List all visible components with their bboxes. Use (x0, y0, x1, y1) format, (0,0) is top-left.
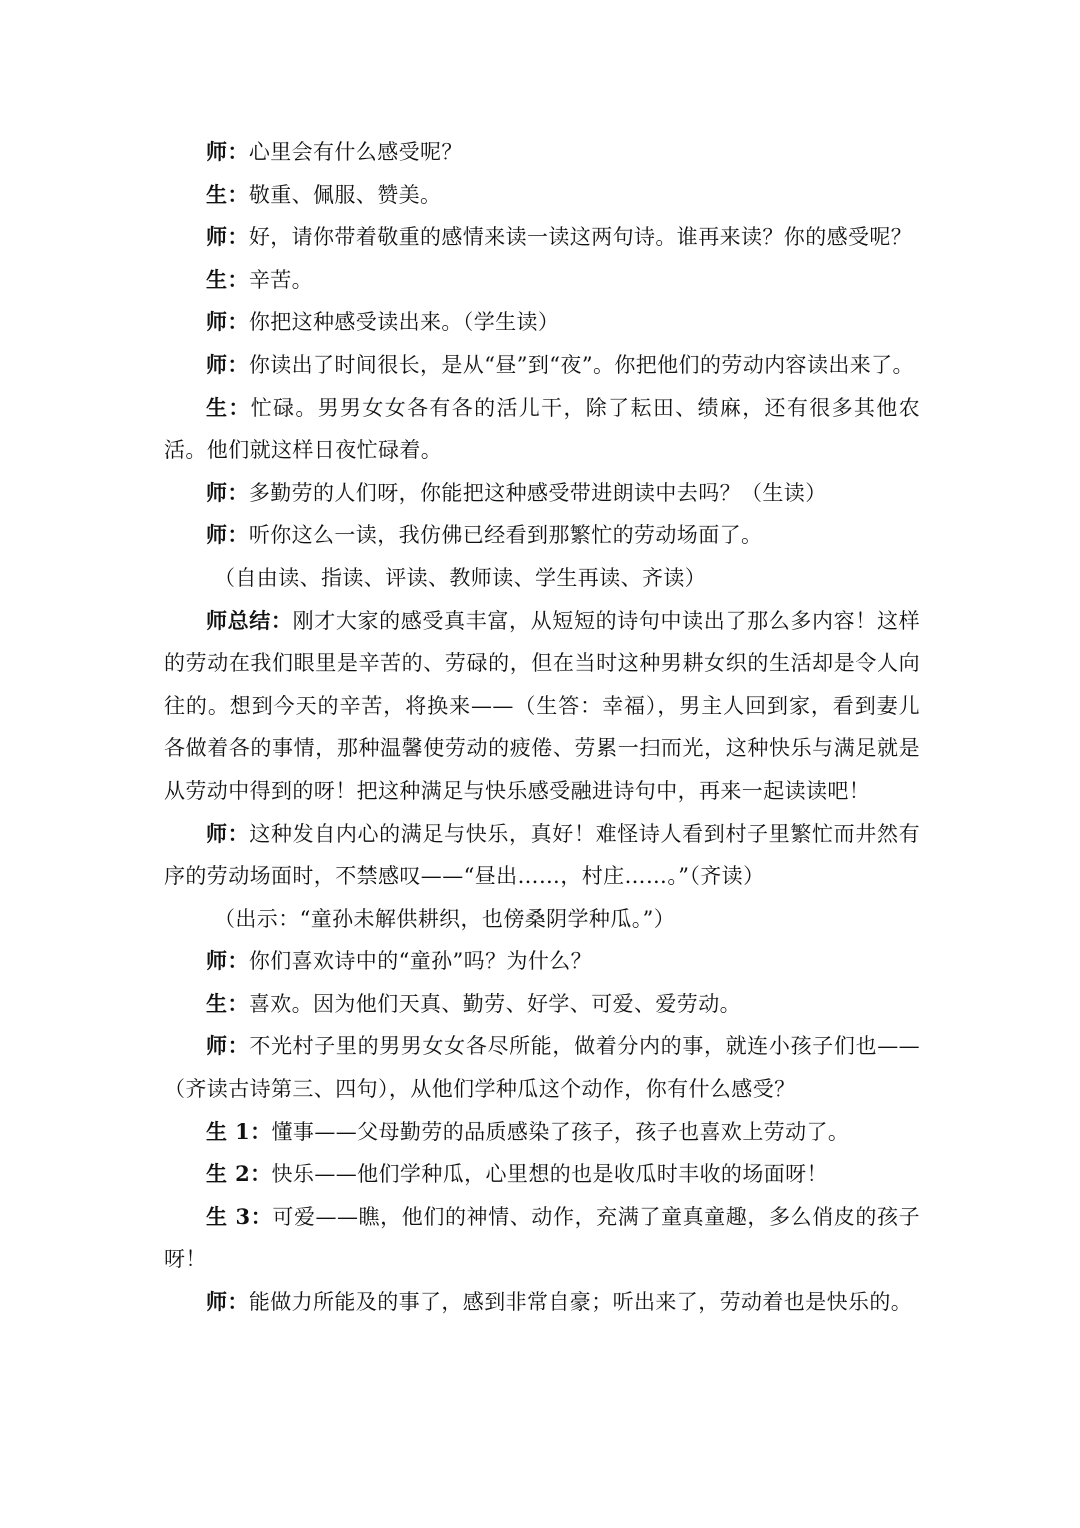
speaker-label: 生 1： (206, 1118, 272, 1144)
paragraph-text: 喜欢。因为他们天真、勤劳、好学、可爱、爱劳动。 (248, 991, 742, 1016)
paragraph-4 (164, 259, 920, 302)
stage-direction-2 (164, 898, 920, 941)
paragraph-text: 好，请你带着敬重的感情来读一读这两句诗。谁再来读？你的感受呢？ (248, 225, 913, 250)
speaker-label: 师： (206, 522, 249, 548)
paragraph-3 (164, 216, 920, 259)
speaker-label: 师： (206, 309, 249, 335)
paragraph-text: 听你这么一读，我仿佛已经看到那繁忙的劳动场面了。 (248, 523, 763, 548)
paragraph-text: 你们喜欢诗中的“童孙”吗？为什么？ (248, 949, 593, 974)
paragraph-11 (164, 600, 920, 813)
paragraph-2 (164, 174, 920, 217)
paragraph-text: 忙碌。男男女女各有各的活儿干，除了耘田、绩麻，还有很多其他农活。他们就这样日夜忙碌着。 (164, 395, 920, 463)
speaker-label: 师总结： (206, 607, 293, 633)
speaker-label: 师： (206, 139, 249, 164)
speaker-label: 生： (206, 181, 249, 207)
paragraph-5 (164, 301, 920, 344)
paragraph-9 (164, 514, 920, 557)
speaker-label: 生： (206, 266, 249, 292)
speaker-label: 师： (206, 1033, 250, 1059)
paragraph-18 (164, 1153, 920, 1196)
speaker-label: 生 2： (206, 1161, 272, 1187)
paragraph-15 (164, 983, 920, 1026)
stage-direction-1 (164, 557, 920, 600)
paragraph-14 (164, 940, 920, 983)
speaker-label: 生 3： (206, 1203, 273, 1229)
paragraph-19 (164, 1196, 920, 1281)
speaker-label: 师： (206, 479, 249, 505)
paragraph-12 (164, 813, 920, 898)
paragraph-7 (164, 387, 920, 472)
paragraph-text: 你把这种感受读出来。（学生读） (248, 310, 560, 335)
paragraph-20 (164, 1281, 920, 1324)
paragraph-17 (164, 1111, 920, 1154)
paragraph-text: 多勤劳的人们呀，你能把这种感受带进朗读中去吗？（生读） (248, 480, 827, 505)
paragraph-text: 可爱——瞧，他们的神情、动作，充满了童真童趣，多么俏皮的孩子呀！ (164, 1204, 921, 1272)
paragraph-text: 懂事——父母勤劳的品质感染了孩子，孩子也喜欢上劳动了。 (271, 1119, 850, 1144)
speaker-label: 师： (206, 948, 249, 974)
speaker-label: 生： (206, 394, 251, 420)
paragraph-text: 这种发自内心的满足与快乐，真好！难怪诗人看到村子里繁忙而井然有序的劳动场面时，不禁感叹——“昼出……，村庄……。”（齐读） (164, 821, 920, 889)
paragraph-text: 你读出了时间很长，是从“昼”到“夜”。你把他们的劳动内容读出来了。 (248, 352, 914, 377)
speaker-label: 生： (206, 990, 249, 1016)
paragraph-text: 敬重、佩服、赞美。 (248, 182, 442, 207)
speaker-label: 师： (206, 820, 250, 846)
paragraph-text: 刚才大家的感受真丰富，从短短的诗句中读出了那么多内容！这样的劳动在我们眼里是辛苦的、劳碌的，但在当时这种男耕女织的生活却是令人向往的。想到今天的辛苦，将换来——（生答：幸福），男主人回到家，看到妻儿各做着各的事情，那种温馨使劳动的疲倦、劳累一扫而光，这种快乐与满足就是从劳动中得到的呀！把这种满足与快乐感受融进诗句中，再来一起读读吧！ (164, 608, 920, 803)
paragraph-1 (164, 131, 920, 174)
speaker-label: 师： (206, 1289, 249, 1315)
paragraph-text: 快乐——他们学种瓜，心里想的也是收瓜时丰收的场面呀！ (271, 1162, 828, 1187)
speaker-label: 师： (206, 351, 249, 377)
paragraph-text: 辛苦。 (248, 267, 314, 292)
paragraph-text: （出示：“童孙未解供耕织，也傍桑阴学种瓜。”） (214, 906, 676, 931)
paragraph-16 (164, 1025, 920, 1110)
paragraph-8 (164, 472, 920, 515)
lesson-transcript (164, 131, 920, 1324)
paragraph-text: （自由读、指读、评读、教师读、学生再读、齐读） (214, 565, 707, 590)
speaker-label: 师： (206, 224, 249, 250)
paragraph-text: 心里会有什么感受呢？ (248, 140, 463, 164)
paragraph-text: 能做力所能及的事了，感到非常自豪；听出来了，劳动着也是快乐的。 (248, 1290, 913, 1315)
paragraph-text: 不光村子里的男男女女各尽所能，做着分内的事，就连小孩子们也——（齐读古诗第三、四句），从他们学种瓜这个动作，你有什么感受？ (164, 1034, 920, 1102)
paragraph-6 (164, 344, 920, 387)
